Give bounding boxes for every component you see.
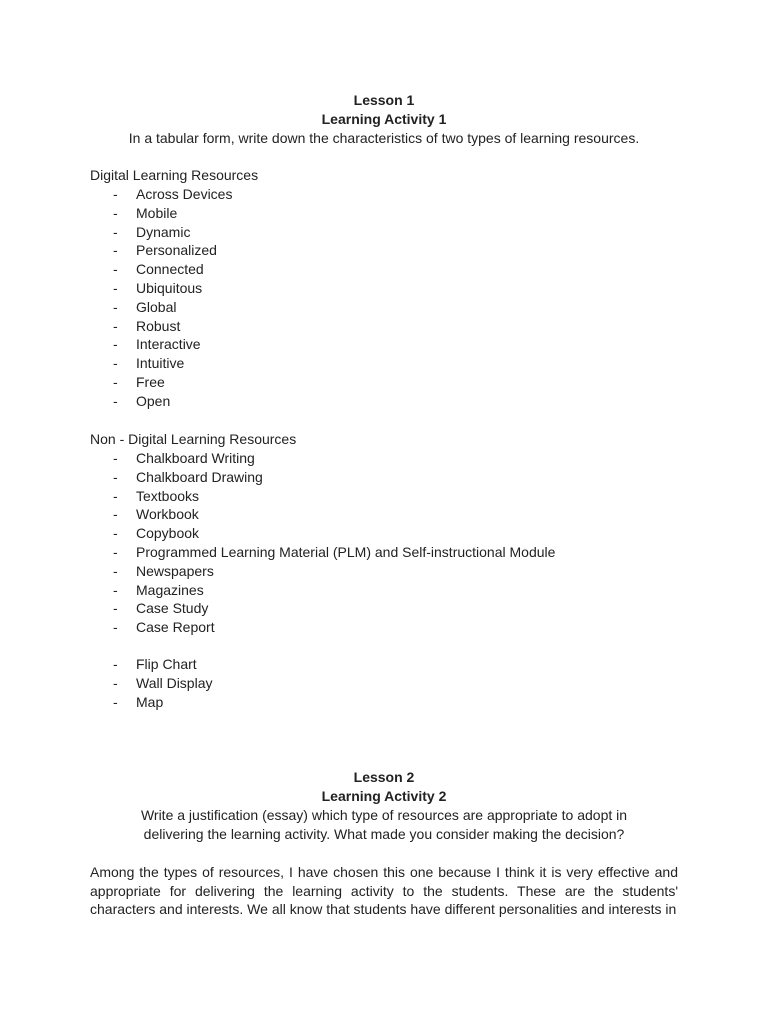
- digital-resource-item: [90, 260, 690, 279]
- nondigital-resource-item: [90, 468, 690, 487]
- digital-resource-item: [90, 298, 690, 317]
- bullet-dash: -: [113, 298, 118, 315]
- list-item-text: Chalkboard Drawing: [136, 468, 263, 485]
- bullet-dash: -: [113, 392, 118, 409]
- list-item-text: Free: [136, 373, 165, 390]
- bullet-dash: -: [113, 373, 118, 390]
- bullet-dash: -: [113, 317, 118, 334]
- bullet-dash: -: [113, 487, 118, 504]
- list-item-text: Robust: [136, 317, 181, 334]
- list-item-text: Intuitive: [136, 355, 185, 372]
- digital-resource-item: [90, 317, 690, 336]
- bullet-dash: -: [113, 450, 118, 466]
- lesson1-title: Lesson 1: [353, 92, 415, 108]
- list-item-text: Copybook: [136, 525, 200, 542]
- lesson1-instruction: In a tabular form, write down the characteristics of two types of learning resources.: [128, 130, 640, 146]
- list-item-text: Mobile: [136, 204, 178, 221]
- bullet-dash: -: [113, 186, 118, 202]
- bullet-dash: -: [113, 242, 118, 259]
- nondigital-resource-item: [90, 524, 690, 543]
- lesson2-header: [0, 768, 768, 844]
- bullet-dash: -: [113, 223, 118, 240]
- bullet-dash: -: [113, 656, 118, 672]
- nondigital-resource-item: [90, 693, 690, 712]
- list-item-text: Personalized: [136, 242, 217, 259]
- digital-resource-item: [90, 241, 690, 260]
- digital-resources-heading: Digital Learning Resources: [90, 167, 259, 183]
- nondigital-resource-item: [90, 487, 690, 506]
- list-item-text: Newspapers: [136, 562, 214, 579]
- bullet-dash: -: [113, 619, 118, 636]
- bullet-dash: -: [113, 336, 118, 353]
- digital-resources-section: [90, 166, 690, 411]
- nondigital-resources-list-continued: [90, 655, 690, 711]
- digital-resource-item: [90, 185, 690, 204]
- nondigital-resource-item: [90, 655, 690, 674]
- nondigital-resource-item: [90, 543, 690, 562]
- lesson1-activity-title: Learning Activity 1: [321, 111, 447, 127]
- list-item-text: Workbook: [136, 506, 199, 523]
- bullet-dash: -: [113, 581, 118, 598]
- nondigital-resources-list: [90, 449, 690, 637]
- nondigital-resource-item: [90, 599, 690, 618]
- list-item-text: Connected: [136, 261, 204, 278]
- nondigital-resource-item: [90, 581, 690, 600]
- digital-resource-item: [90, 204, 690, 223]
- list-item-text: Open: [136, 392, 171, 409]
- list-item-text: Flip Chart: [136, 656, 197, 672]
- lesson2-essay: Among the types of resources, I have chosen this one because I think it is very effective and appropriate for delivering the learning activity to the students. These are the students' characters and interests. We all know that students have different personalities and interests in: [90, 864, 678, 918]
- digital-resource-item: [90, 392, 690, 411]
- digital-resource-item: [90, 373, 690, 392]
- lesson2-title: Lesson 2: [353, 769, 415, 785]
- bullet-dash: -: [113, 543, 118, 560]
- nondigital-resource-item: [90, 618, 690, 637]
- nondigital-resource-item: [90, 562, 690, 581]
- bullet-dash: -: [113, 525, 118, 542]
- nondigital-resources-heading: Non - Digital Learning Resources: [90, 431, 297, 447]
- bullet-dash: -: [113, 674, 118, 691]
- list-item-text: Case Report: [136, 619, 215, 636]
- bullet-dash: -: [113, 279, 118, 296]
- list-item-text: Textbooks: [136, 487, 200, 504]
- list-item-text: Magazines: [136, 581, 204, 598]
- digital-resource-item: [90, 354, 690, 373]
- list-item-text: Wall Display: [136, 674, 213, 691]
- bullet-dash: -: [113, 261, 118, 278]
- list-item-text: Across Devices: [136, 186, 233, 202]
- lesson2-instruction-line1: Write a justification (essay) which type of resources are appropriate to adopt in: [140, 807, 628, 823]
- nondigital-resources-section: [90, 430, 690, 637]
- list-item-text: Ubiquitous: [136, 279, 203, 296]
- digital-resources-list: [90, 185, 690, 411]
- bullet-dash: -: [113, 468, 118, 485]
- lesson1-header: [0, 91, 768, 148]
- digital-resource-item: [90, 335, 690, 354]
- digital-resource-item: [90, 279, 690, 298]
- bullet-dash: -: [113, 355, 118, 372]
- nondigital-resource-item: [90, 449, 690, 468]
- bullet-dash: -: [113, 600, 118, 617]
- list-item-text: Programmed Learning Material (PLM) and Self-instructional Module: [136, 543, 556, 560]
- lesson2-instruction-line2: delivering the learning activity. What made you consider making the decision?: [143, 826, 625, 842]
- nondigital-resource-item: [90, 674, 690, 693]
- nondigital-resource-item: [90, 505, 690, 524]
- nondigital-resources-section-continued: [90, 655, 690, 711]
- list-item-text: Map: [136, 693, 164, 710]
- list-item-text: Interactive: [136, 336, 201, 353]
- lesson2-activity-title: Learning Activity 2: [321, 788, 447, 804]
- bullet-dash: -: [113, 562, 118, 579]
- digital-resource-item: [90, 223, 690, 242]
- bullet-dash: -: [113, 506, 118, 523]
- bullet-dash: -: [113, 204, 118, 221]
- list-item-text: Chalkboard Writing: [136, 450, 255, 466]
- list-item-text: Case Study: [136, 600, 209, 617]
- list-item-text: Dynamic: [136, 223, 191, 240]
- list-item-text: Global: [136, 298, 177, 315]
- bullet-dash: -: [113, 693, 118, 710]
